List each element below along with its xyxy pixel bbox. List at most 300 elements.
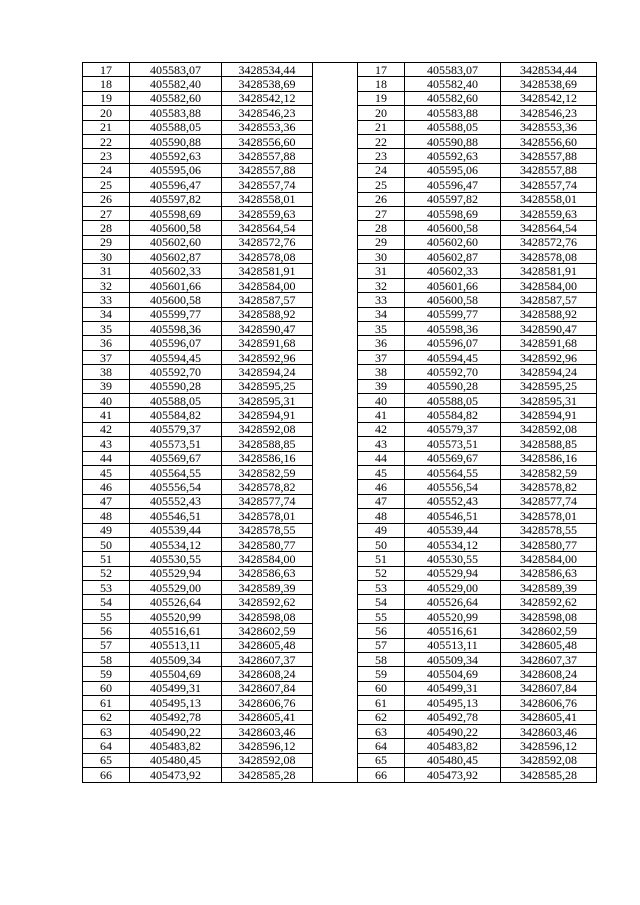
right-y-coordinate-cell: 3428572,76 <box>501 235 597 249</box>
right-x-coordinate-cell: 405595,06 <box>405 163 501 177</box>
right-point-number-cell: 20 <box>358 106 405 120</box>
left-y-coordinate-cell: 3428607,37 <box>222 653 313 667</box>
right-y-coordinate-cell: 3428557,74 <box>501 178 597 192</box>
left-x-coordinate-cell: 405602,87 <box>130 250 222 264</box>
left-x-coordinate-cell: 405599,77 <box>130 307 222 321</box>
left-y-coordinate-cell: 3428584,00 <box>222 278 313 292</box>
left-y-coordinate-cell: 3428580,77 <box>222 537 313 551</box>
column-gap <box>313 537 358 551</box>
table-row <box>83 739 597 753</box>
column-gap <box>313 235 358 249</box>
column-gap <box>313 77 358 91</box>
left-x-coordinate-cell: 405520,99 <box>130 609 222 623</box>
left-y-coordinate-cell: 3428542,12 <box>222 91 313 105</box>
left-point-number-cell: 19 <box>83 91 130 105</box>
column-gap <box>313 724 358 738</box>
left-y-coordinate-cell: 3428546,23 <box>222 106 313 120</box>
right-point-number-cell: 49 <box>358 523 405 537</box>
left-x-coordinate-cell: 405602,33 <box>130 264 222 278</box>
right-point-number-cell: 36 <box>358 336 405 350</box>
right-y-coordinate-cell: 3428595,31 <box>501 393 597 407</box>
right-y-coordinate-cell: 3428580,77 <box>501 537 597 551</box>
right-point-number-cell: 41 <box>358 408 405 422</box>
right-x-coordinate-cell: 405602,33 <box>405 264 501 278</box>
left-x-coordinate-cell: 405584,82 <box>130 408 222 422</box>
left-y-coordinate-cell: 3428608,24 <box>222 667 313 681</box>
right-y-coordinate-cell: 3428586,63 <box>501 566 597 580</box>
column-gap <box>313 365 358 379</box>
column-gap <box>313 379 358 393</box>
right-y-coordinate-cell: 3428542,12 <box>501 91 597 105</box>
column-gap <box>313 552 358 566</box>
left-point-number-cell: 41 <box>83 408 130 422</box>
right-point-number-cell: 24 <box>358 163 405 177</box>
right-y-coordinate-cell: 3428592,96 <box>501 350 597 364</box>
right-point-number-cell: 25 <box>358 178 405 192</box>
left-y-coordinate-cell: 3428588,85 <box>222 437 313 451</box>
right-point-number-cell: 29 <box>358 235 405 249</box>
left-x-coordinate-cell: 405492,78 <box>130 710 222 724</box>
left-x-coordinate-cell: 405595,06 <box>130 163 222 177</box>
right-y-coordinate-cell: 3428582,59 <box>501 465 597 479</box>
left-point-number-cell: 52 <box>83 566 130 580</box>
left-point-number-cell: 32 <box>83 278 130 292</box>
right-point-number-cell: 42 <box>358 422 405 436</box>
left-point-number-cell: 26 <box>83 192 130 206</box>
table-row <box>83 278 597 292</box>
left-y-coordinate-cell: 3428594,91 <box>222 408 313 422</box>
right-point-number-cell: 48 <box>358 509 405 523</box>
right-x-coordinate-cell: 405529,00 <box>405 581 501 595</box>
right-point-number-cell: 54 <box>358 595 405 609</box>
left-x-coordinate-cell: 405499,31 <box>130 681 222 695</box>
right-y-coordinate-cell: 3428564,54 <box>501 221 597 235</box>
left-point-number-cell: 65 <box>83 753 130 767</box>
left-point-number-cell: 33 <box>83 293 130 307</box>
left-point-number-cell: 21 <box>83 120 130 134</box>
column-gap <box>313 149 358 163</box>
right-x-coordinate-cell: 405492,78 <box>405 710 501 724</box>
table-row <box>83 206 597 220</box>
right-y-coordinate-cell: 3428592,08 <box>501 753 597 767</box>
right-x-coordinate-cell: 405495,13 <box>405 696 501 710</box>
left-x-coordinate-cell: 405592,70 <box>130 365 222 379</box>
table-row <box>83 235 597 249</box>
left-x-coordinate-cell: 405597,82 <box>130 192 222 206</box>
left-y-coordinate-cell: 3428578,82 <box>222 480 313 494</box>
left-y-coordinate-cell: 3428596,12 <box>222 739 313 753</box>
right-x-coordinate-cell: 405516,61 <box>405 624 501 638</box>
right-point-number-cell: 43 <box>358 437 405 451</box>
left-y-coordinate-cell: 3428605,41 <box>222 710 313 724</box>
right-point-number-cell: 61 <box>358 696 405 710</box>
left-point-number-cell: 44 <box>83 451 130 465</box>
right-point-number-cell: 34 <box>358 307 405 321</box>
left-x-coordinate-cell: 405598,36 <box>130 322 222 336</box>
left-point-number-cell: 63 <box>83 724 130 738</box>
table-row <box>83 336 597 350</box>
right-point-number-cell: 55 <box>358 609 405 623</box>
left-point-number-cell: 61 <box>83 696 130 710</box>
left-x-coordinate-cell: 405582,40 <box>130 77 222 91</box>
right-x-coordinate-cell: 405590,28 <box>405 379 501 393</box>
left-point-number-cell: 50 <box>83 537 130 551</box>
right-y-coordinate-cell: 3428589,39 <box>501 581 597 595</box>
right-y-coordinate-cell: 3428585,28 <box>501 768 597 782</box>
table-row <box>83 264 597 278</box>
right-x-coordinate-cell: 405583,88 <box>405 106 501 120</box>
table-row <box>83 379 597 393</box>
table-row <box>83 322 597 336</box>
left-point-number-cell: 35 <box>83 322 130 336</box>
left-x-coordinate-cell: 405552,43 <box>130 494 222 508</box>
table-row <box>83 63 597 77</box>
right-y-coordinate-cell: 3428594,91 <box>501 408 597 422</box>
left-x-coordinate-cell: 405483,82 <box>130 739 222 753</box>
right-y-coordinate-cell: 3428605,41 <box>501 710 597 724</box>
right-point-number-cell: 57 <box>358 638 405 652</box>
column-gap <box>313 581 358 595</box>
left-x-coordinate-cell: 405504,69 <box>130 667 222 681</box>
table-row <box>83 134 597 148</box>
table-row <box>83 91 597 105</box>
right-point-number-cell: 30 <box>358 250 405 264</box>
left-point-number-cell: 57 <box>83 638 130 652</box>
left-point-number-cell: 40 <box>83 393 130 407</box>
table-row <box>83 77 597 91</box>
column-gap <box>313 250 358 264</box>
column-gap <box>313 278 358 292</box>
left-x-coordinate-cell: 405509,34 <box>130 653 222 667</box>
left-x-coordinate-cell: 405480,45 <box>130 753 222 767</box>
coordinates-table <box>82 62 597 783</box>
left-x-coordinate-cell: 405490,22 <box>130 724 222 738</box>
left-point-number-cell: 56 <box>83 624 130 638</box>
right-x-coordinate-cell: 405583,07 <box>405 63 501 77</box>
left-point-number-cell: 64 <box>83 739 130 753</box>
left-x-coordinate-cell: 405594,45 <box>130 350 222 364</box>
right-point-number-cell: 64 <box>358 739 405 753</box>
right-y-coordinate-cell: 3428603,46 <box>501 724 597 738</box>
table-row <box>83 451 597 465</box>
right-x-coordinate-cell: 405592,63 <box>405 149 501 163</box>
right-y-coordinate-cell: 3428578,01 <box>501 509 597 523</box>
left-y-coordinate-cell: 3428602,59 <box>222 624 313 638</box>
left-x-coordinate-cell: 405530,55 <box>130 552 222 566</box>
left-x-coordinate-cell: 405516,61 <box>130 624 222 638</box>
right-x-coordinate-cell: 405530,55 <box>405 552 501 566</box>
right-x-coordinate-cell: 405602,87 <box>405 250 501 264</box>
left-x-coordinate-cell: 405592,63 <box>130 149 222 163</box>
column-gap <box>313 667 358 681</box>
right-y-coordinate-cell: 3428534,44 <box>501 63 597 77</box>
left-y-coordinate-cell: 3428556,60 <box>222 134 313 148</box>
table-row <box>83 480 597 494</box>
table-row <box>83 437 597 451</box>
right-x-coordinate-cell: 405564,55 <box>405 465 501 479</box>
table-row <box>83 537 597 551</box>
left-x-coordinate-cell: 405513,11 <box>130 638 222 652</box>
right-x-coordinate-cell: 405483,82 <box>405 739 501 753</box>
left-point-number-cell: 59 <box>83 667 130 681</box>
left-point-number-cell: 55 <box>83 609 130 623</box>
right-x-coordinate-cell: 405573,51 <box>405 437 501 451</box>
right-point-number-cell: 38 <box>358 365 405 379</box>
column-gap <box>313 681 358 695</box>
left-point-number-cell: 23 <box>83 149 130 163</box>
column-gap <box>313 638 358 652</box>
left-y-coordinate-cell: 3428581,91 <box>222 264 313 278</box>
table-row <box>83 350 597 364</box>
right-point-number-cell: 18 <box>358 77 405 91</box>
right-x-coordinate-cell: 405599,77 <box>405 307 501 321</box>
right-y-coordinate-cell: 3428586,16 <box>501 451 597 465</box>
right-point-number-cell: 40 <box>358 393 405 407</box>
left-x-coordinate-cell: 405539,44 <box>130 523 222 537</box>
right-x-coordinate-cell: 405539,44 <box>405 523 501 537</box>
table-row <box>83 293 597 307</box>
left-x-coordinate-cell: 405582,60 <box>130 91 222 105</box>
right-x-coordinate-cell: 405546,51 <box>405 509 501 523</box>
right-point-number-cell: 23 <box>358 149 405 163</box>
right-x-coordinate-cell: 405579,37 <box>405 422 501 436</box>
right-point-number-cell: 50 <box>358 537 405 551</box>
left-point-number-cell: 39 <box>83 379 130 393</box>
column-gap <box>313 753 358 767</box>
column-gap <box>313 509 358 523</box>
right-x-coordinate-cell: 405473,92 <box>405 768 501 782</box>
column-gap <box>313 437 358 451</box>
left-point-number-cell: 51 <box>83 552 130 566</box>
right-point-number-cell: 28 <box>358 221 405 235</box>
right-y-coordinate-cell: 3428607,84 <box>501 681 597 695</box>
table-row <box>83 595 597 609</box>
right-x-coordinate-cell: 405588,05 <box>405 120 501 134</box>
column-gap <box>313 120 358 134</box>
right-point-number-cell: 21 <box>358 120 405 134</box>
table-row <box>83 523 597 537</box>
left-x-coordinate-cell: 405583,88 <box>130 106 222 120</box>
column-gap <box>313 595 358 609</box>
column-gap <box>313 408 358 422</box>
right-point-number-cell: 32 <box>358 278 405 292</box>
right-y-coordinate-cell: 3428538,69 <box>501 77 597 91</box>
table-row <box>83 106 597 120</box>
right-y-coordinate-cell: 3428608,24 <box>501 667 597 681</box>
table-row <box>83 393 597 407</box>
left-x-coordinate-cell: 405596,47 <box>130 178 222 192</box>
right-y-coordinate-cell: 3428592,08 <box>501 422 597 436</box>
right-x-coordinate-cell: 405602,60 <box>405 235 501 249</box>
column-gap <box>313 63 358 77</box>
column-gap <box>313 739 358 753</box>
right-x-coordinate-cell: 405597,82 <box>405 192 501 206</box>
table-row <box>83 724 597 738</box>
column-gap <box>313 523 358 537</box>
left-y-coordinate-cell: 3428577,74 <box>222 494 313 508</box>
left-point-number-cell: 58 <box>83 653 130 667</box>
table-row <box>83 653 597 667</box>
left-y-coordinate-cell: 3428559,63 <box>222 206 313 220</box>
right-y-coordinate-cell: 3428584,00 <box>501 278 597 292</box>
left-point-number-cell: 48 <box>83 509 130 523</box>
right-point-number-cell: 62 <box>358 710 405 724</box>
right-point-number-cell: 58 <box>358 653 405 667</box>
right-y-coordinate-cell: 3428553,36 <box>501 120 597 134</box>
right-point-number-cell: 66 <box>358 768 405 782</box>
right-x-coordinate-cell: 405509,34 <box>405 653 501 667</box>
right-x-coordinate-cell: 405582,40 <box>405 77 501 91</box>
right-x-coordinate-cell: 405601,66 <box>405 278 501 292</box>
right-x-coordinate-cell: 405584,82 <box>405 408 501 422</box>
right-x-coordinate-cell: 405552,43 <box>405 494 501 508</box>
left-point-number-cell: 17 <box>83 63 130 77</box>
right-y-coordinate-cell: 3428605,48 <box>501 638 597 652</box>
table-row <box>83 552 597 566</box>
left-x-coordinate-cell: 405556,54 <box>130 480 222 494</box>
left-x-coordinate-cell: 405600,58 <box>130 221 222 235</box>
right-point-number-cell: 44 <box>358 451 405 465</box>
left-x-coordinate-cell: 405601,66 <box>130 278 222 292</box>
right-point-number-cell: 31 <box>358 264 405 278</box>
left-point-number-cell: 46 <box>83 480 130 494</box>
column-gap <box>313 307 358 321</box>
left-point-number-cell: 28 <box>83 221 130 235</box>
column-gap <box>313 350 358 364</box>
left-y-coordinate-cell: 3428590,47 <box>222 322 313 336</box>
right-point-number-cell: 56 <box>358 624 405 638</box>
right-point-number-cell: 33 <box>358 293 405 307</box>
left-point-number-cell: 25 <box>83 178 130 192</box>
column-gap <box>313 609 358 623</box>
right-y-coordinate-cell: 3428556,60 <box>501 134 597 148</box>
left-x-coordinate-cell: 405596,07 <box>130 336 222 350</box>
right-y-coordinate-cell: 3428588,92 <box>501 307 597 321</box>
left-x-coordinate-cell: 405602,60 <box>130 235 222 249</box>
right-y-coordinate-cell: 3428590,47 <box>501 322 597 336</box>
right-point-number-cell: 60 <box>358 681 405 695</box>
right-point-number-cell: 59 <box>358 667 405 681</box>
right-y-coordinate-cell: 3428602,59 <box>501 624 597 638</box>
left-point-number-cell: 30 <box>83 250 130 264</box>
right-x-coordinate-cell: 405526,64 <box>405 595 501 609</box>
left-x-coordinate-cell: 405569,67 <box>130 451 222 465</box>
left-point-number-cell: 31 <box>83 264 130 278</box>
right-point-number-cell: 35 <box>358 322 405 336</box>
right-x-coordinate-cell: 405592,70 <box>405 365 501 379</box>
column-gap <box>313 264 358 278</box>
left-y-coordinate-cell: 3428591,68 <box>222 336 313 350</box>
table-row <box>83 494 597 508</box>
table-row <box>83 609 597 623</box>
column-gap <box>313 393 358 407</box>
left-y-coordinate-cell: 3428584,00 <box>222 552 313 566</box>
right-y-coordinate-cell: 3428546,23 <box>501 106 597 120</box>
left-x-coordinate-cell: 405583,07 <box>130 63 222 77</box>
left-point-number-cell: 49 <box>83 523 130 537</box>
right-y-coordinate-cell: 3428578,82 <box>501 480 597 494</box>
table-row <box>83 681 597 695</box>
table-row <box>83 163 597 177</box>
column-gap <box>313 451 358 465</box>
right-x-coordinate-cell: 405504,69 <box>405 667 501 681</box>
right-point-number-cell: 46 <box>358 480 405 494</box>
right-y-coordinate-cell: 3428607,37 <box>501 653 597 667</box>
column-gap <box>313 134 358 148</box>
left-point-number-cell: 37 <box>83 350 130 364</box>
right-x-coordinate-cell: 405569,67 <box>405 451 501 465</box>
right-y-coordinate-cell: 3428578,08 <box>501 250 597 264</box>
right-y-coordinate-cell: 3428581,91 <box>501 264 597 278</box>
left-point-number-cell: 42 <box>83 422 130 436</box>
table-row <box>83 768 597 782</box>
left-y-coordinate-cell: 3428587,57 <box>222 293 313 307</box>
left-y-coordinate-cell: 3428578,55 <box>222 523 313 537</box>
right-point-number-cell: 45 <box>358 465 405 479</box>
table-row <box>83 365 597 379</box>
column-gap <box>313 91 358 105</box>
right-point-number-cell: 47 <box>358 494 405 508</box>
table-row <box>83 566 597 580</box>
left-y-coordinate-cell: 3428595,25 <box>222 379 313 393</box>
right-y-coordinate-cell: 3428584,00 <box>501 552 597 566</box>
right-x-coordinate-cell: 405490,22 <box>405 724 501 738</box>
column-gap <box>313 480 358 494</box>
left-x-coordinate-cell: 405600,58 <box>130 293 222 307</box>
column-gap <box>313 566 358 580</box>
left-y-coordinate-cell: 3428592,08 <box>222 422 313 436</box>
left-point-number-cell: 27 <box>83 206 130 220</box>
column-gap <box>313 465 358 479</box>
left-x-coordinate-cell: 405529,94 <box>130 566 222 580</box>
left-point-number-cell: 43 <box>83 437 130 451</box>
left-point-number-cell: 29 <box>83 235 130 249</box>
table-row <box>83 509 597 523</box>
right-x-coordinate-cell: 405499,31 <box>405 681 501 695</box>
right-point-number-cell: 53 <box>358 581 405 595</box>
left-y-coordinate-cell: 3428603,46 <box>222 724 313 738</box>
column-gap <box>313 106 358 120</box>
left-point-number-cell: 24 <box>83 163 130 177</box>
left-y-coordinate-cell: 3428578,08 <box>222 250 313 264</box>
right-y-coordinate-cell: 3428557,88 <box>501 149 597 163</box>
column-gap <box>313 768 358 782</box>
right-x-coordinate-cell: 405588,05 <box>405 393 501 407</box>
left-y-coordinate-cell: 3428592,96 <box>222 350 313 364</box>
left-y-coordinate-cell: 3428558,01 <box>222 192 313 206</box>
table-row <box>83 624 597 638</box>
column-gap <box>313 494 358 508</box>
right-point-number-cell: 63 <box>358 724 405 738</box>
left-y-coordinate-cell: 3428557,88 <box>222 163 313 177</box>
left-x-coordinate-cell: 405588,05 <box>130 120 222 134</box>
left-y-coordinate-cell: 3428592,08 <box>222 753 313 767</box>
left-y-coordinate-cell: 3428582,59 <box>222 465 313 479</box>
right-y-coordinate-cell: 3428595,25 <box>501 379 597 393</box>
left-x-coordinate-cell: 405526,64 <box>130 595 222 609</box>
left-point-number-cell: 60 <box>83 681 130 695</box>
left-x-coordinate-cell: 405579,37 <box>130 422 222 436</box>
left-y-coordinate-cell: 3428592,62 <box>222 595 313 609</box>
right-x-coordinate-cell: 405594,45 <box>405 350 501 364</box>
right-point-number-cell: 27 <box>358 206 405 220</box>
table-row <box>83 120 597 134</box>
right-y-coordinate-cell: 3428591,68 <box>501 336 597 350</box>
right-x-coordinate-cell: 405513,11 <box>405 638 501 652</box>
left-y-coordinate-cell: 3428607,84 <box>222 681 313 695</box>
left-x-coordinate-cell: 405573,51 <box>130 437 222 451</box>
left-y-coordinate-cell: 3428557,88 <box>222 149 313 163</box>
